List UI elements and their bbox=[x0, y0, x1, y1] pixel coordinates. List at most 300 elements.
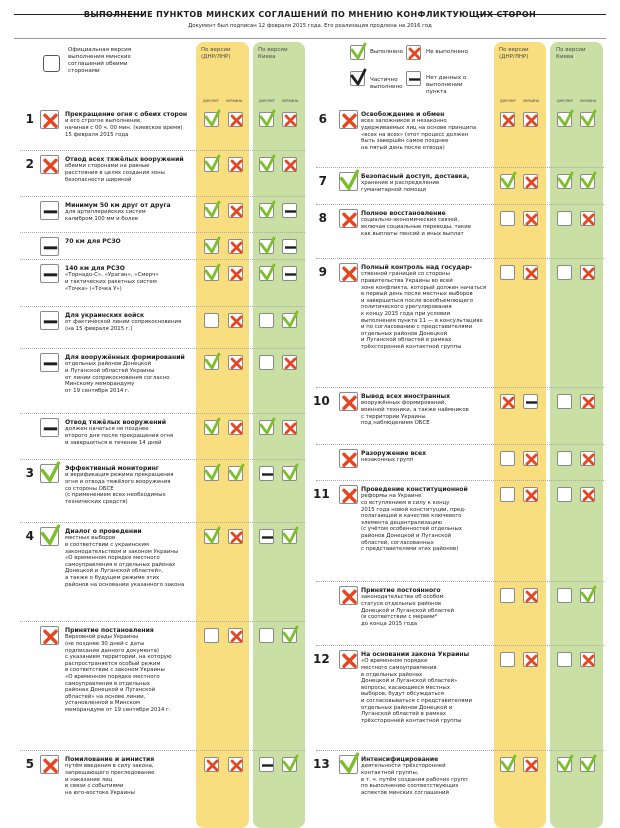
subheader-dnr-r: ДНР/ЛНР bbox=[500, 99, 516, 103]
point-description bbox=[361, 587, 493, 627]
dash-icon bbox=[282, 239, 297, 254]
point-number: 12 bbox=[313, 652, 330, 666]
point-text-line: безопасности шириной bbox=[65, 176, 132, 183]
point-heading: Прекращение огня с обеих сторон bbox=[65, 111, 188, 118]
point-text-line: отдельных районов Донецкой bbox=[65, 361, 152, 368]
point-description bbox=[361, 210, 493, 237]
empty-box bbox=[557, 451, 572, 466]
point-description bbox=[65, 627, 195, 714]
empty-box bbox=[204, 313, 219, 328]
point-text-line: в первый день после местных выборов bbox=[361, 291, 473, 298]
kiev-column-band-right bbox=[550, 42, 603, 828]
official-status-check-icon bbox=[40, 527, 59, 546]
header-rule bbox=[14, 38, 606, 39]
point-heading: Для вооружённых формирований bbox=[65, 354, 185, 361]
official-status-dash-icon bbox=[40, 201, 59, 220]
dash-icon bbox=[282, 266, 297, 281]
point-description bbox=[65, 419, 195, 446]
point-text-line: районах Донецкой и Луганской bbox=[65, 687, 156, 694]
cross-icon bbox=[282, 157, 297, 172]
subheader-dnr-lk: ДНР/ЛНР bbox=[259, 99, 275, 103]
check-icon bbox=[204, 355, 219, 370]
point-text-line: выборов, будут обсуждаться bbox=[361, 691, 444, 698]
point-text-line: технических средств) bbox=[65, 498, 128, 505]
point-heading: Диалог о проведении bbox=[65, 528, 142, 535]
point-text-line: самоуправления в отдельных районах bbox=[65, 561, 176, 568]
point-text-line: и завершиться после всеобъемлющего bbox=[361, 297, 474, 304]
col-header-dnr-right: По версии (ДНР/ЛНР) bbox=[499, 47, 529, 60]
point-description bbox=[361, 486, 493, 553]
cross-icon bbox=[282, 355, 297, 370]
empty-box bbox=[500, 211, 515, 226]
col-header-kiev-right: По версии Киева bbox=[556, 47, 586, 60]
cross-icon bbox=[580, 451, 595, 466]
point-number: 9 bbox=[318, 265, 327, 279]
point-text-line: реформы на Украине bbox=[361, 493, 422, 500]
row-separator bbox=[316, 581, 604, 582]
official-status-dash-icon bbox=[40, 237, 59, 256]
point-text-line: 2015 года новой конституции, пред- bbox=[361, 506, 466, 513]
point-text-line: меморандуме от 19 сентября 2014 г. bbox=[65, 706, 171, 713]
col-header-kiev-left: По версии Киева bbox=[258, 47, 288, 60]
dash-icon bbox=[282, 203, 297, 218]
point-text-line: гуманитарной помощи bbox=[361, 187, 427, 194]
point-number: 5 bbox=[25, 757, 34, 771]
row-separator bbox=[20, 306, 305, 307]
legend-not-done-label: Не выполнено bbox=[426, 49, 468, 55]
point-text-line: вооружённых формирований, bbox=[361, 400, 447, 407]
point-heading: Проведение конституционной bbox=[361, 486, 468, 493]
point-text-line: «Торнадо-С», «Ураган», «Смерч» bbox=[65, 272, 159, 279]
point-text-line: от фактической линии соприкосновения bbox=[65, 319, 182, 326]
check-icon bbox=[500, 757, 515, 772]
point-text-line: правительства Украины во всей bbox=[361, 278, 453, 285]
check-icon bbox=[228, 466, 243, 481]
point-text-line: распространяется особый режим bbox=[65, 660, 161, 667]
point-text-line: и согласовываться с представителями bbox=[361, 697, 472, 704]
point-text-line: Донецкой и Луганской областей», bbox=[65, 568, 163, 575]
point-text-line: (на 15 февраля 2015 г.) bbox=[65, 326, 133, 333]
subheader-dnr-l: ДНР/ЛНР bbox=[203, 99, 219, 103]
point-heading: Вывод всех иностранных bbox=[361, 393, 451, 400]
point-description bbox=[65, 465, 195, 505]
cross-icon bbox=[580, 487, 595, 502]
point-text-line: Верховной рады Украины bbox=[65, 634, 139, 641]
point-text-line: обеими сторонами на равные bbox=[65, 163, 150, 170]
row-separator bbox=[20, 150, 305, 151]
cross-icon bbox=[523, 588, 538, 603]
point-heading: Освобождение и обмен bbox=[361, 111, 445, 118]
point-description bbox=[361, 173, 493, 194]
row-separator bbox=[316, 444, 604, 445]
check-icon bbox=[259, 157, 274, 172]
check-icon bbox=[259, 239, 274, 254]
point-text-line: и Луганской областей в рамках bbox=[361, 337, 452, 344]
cross-icon bbox=[282, 420, 297, 435]
point-description bbox=[361, 756, 493, 796]
point-text-line: местного самоуправления bbox=[361, 665, 437, 672]
empty-box bbox=[557, 265, 572, 280]
cross-icon bbox=[228, 313, 243, 328]
point-description bbox=[361, 111, 493, 151]
cross-icon bbox=[228, 112, 243, 127]
point-heading: Принятие постоянного bbox=[361, 587, 441, 594]
point-text-line: в связи с событиями bbox=[65, 783, 124, 790]
cross-icon bbox=[523, 211, 538, 226]
point-heading: 140 км для РСЗО bbox=[65, 265, 125, 272]
col-header-dnr-left: По версии (ДНР/ЛНР) bbox=[201, 47, 231, 60]
point-text-line: со вступлением в силу к концу bbox=[361, 500, 450, 507]
point-text-line: политического урегулирования bbox=[361, 304, 452, 311]
empty-box bbox=[557, 487, 572, 502]
point-number: 7 bbox=[318, 174, 327, 188]
point-text-line: 15 февраля 2015 года bbox=[65, 131, 129, 138]
official-status-cross-icon bbox=[40, 155, 59, 174]
point-text-line: путём введения в силу закона, bbox=[65, 763, 154, 770]
point-heading: Полный контроль над государ- bbox=[361, 264, 473, 271]
dash-icon bbox=[259, 529, 274, 544]
point-text-line: социально-экономических связей, bbox=[361, 217, 459, 224]
point-text-line: военной техники, а также наёмников bbox=[361, 407, 469, 414]
cross-icon bbox=[228, 420, 243, 435]
point-text-line: на пятый день после отвода) bbox=[361, 144, 445, 151]
cross-icon bbox=[500, 112, 515, 127]
cross-icon bbox=[580, 652, 595, 667]
point-text-line: подписания данного документа) bbox=[65, 647, 159, 654]
point-text-line: по выполнению соответствующих bbox=[361, 783, 459, 790]
point-text-line: (не позднее 30 дней с даты bbox=[65, 641, 145, 648]
point-text-line: в соответствии с украинским bbox=[65, 542, 149, 549]
cross-icon bbox=[523, 451, 538, 466]
point-text-line: и наказание лиц bbox=[65, 776, 113, 783]
row-separator bbox=[316, 750, 604, 751]
official-status-cross-icon bbox=[40, 110, 59, 129]
empty-box bbox=[500, 265, 515, 280]
point-text-line: с территории Украины bbox=[361, 413, 426, 420]
point-text-line: к концу 2015 года при условии bbox=[361, 310, 451, 317]
cross-icon bbox=[228, 239, 243, 254]
point-description bbox=[361, 450, 493, 464]
row-separator bbox=[20, 196, 305, 197]
official-status-cross-icon bbox=[339, 586, 358, 605]
point-text-line: (с учётом особенностей отдельных bbox=[361, 526, 462, 533]
cross-icon bbox=[523, 265, 538, 280]
check-icon bbox=[259, 112, 274, 127]
point-text-line: всех заложников и незаконно bbox=[361, 118, 447, 125]
point-text-line: и Луганской областей Украины bbox=[65, 368, 155, 375]
check-icon bbox=[580, 112, 595, 127]
point-text-line: до конца 2015 года bbox=[361, 620, 418, 627]
point-number: 6 bbox=[318, 112, 327, 126]
legend-not-done-cross-icon bbox=[406, 45, 421, 60]
point-text-line: (с применением всех необходимых bbox=[65, 492, 166, 499]
point-text-line: в соответствии с законом Украины bbox=[65, 667, 165, 674]
point-text-line: «всех на всех» (этот процесс должен bbox=[361, 131, 469, 138]
official-status-cross-icon bbox=[339, 650, 358, 669]
point-text-line: со стороны ОБСЕ bbox=[65, 485, 114, 492]
point-heading: Помилование и амнистия bbox=[65, 756, 155, 763]
empty-box bbox=[557, 394, 572, 409]
point-description bbox=[65, 756, 195, 796]
point-description bbox=[65, 111, 195, 138]
legend-partial-icon bbox=[350, 71, 365, 86]
check-icon bbox=[282, 466, 297, 481]
point-description bbox=[361, 264, 493, 351]
point-text-line: с указанием территории, на которую bbox=[65, 654, 172, 661]
point-number: 8 bbox=[318, 211, 327, 225]
point-text-line: на юго-востоке Украины bbox=[65, 789, 135, 796]
row-separator bbox=[316, 258, 604, 259]
point-description bbox=[65, 238, 195, 245]
check-icon bbox=[204, 529, 219, 544]
point-text-line: незаконных групп bbox=[361, 457, 414, 464]
point-heading: Эффективный мониторинг bbox=[65, 465, 159, 472]
cross-icon bbox=[523, 112, 538, 127]
point-heading: Интенсифицирование bbox=[361, 756, 439, 763]
subheader-ua-l: УКРАИНА bbox=[226, 99, 243, 103]
cross-icon bbox=[228, 628, 243, 643]
point-text-line: удерживаемых лиц на основе принципа bbox=[361, 125, 477, 132]
point-text-line: от линии соприкосновения согласно bbox=[65, 374, 170, 381]
cross-icon bbox=[523, 757, 538, 772]
check-icon bbox=[580, 757, 595, 772]
check-icon bbox=[580, 588, 595, 603]
point-text-line: с представителями этих районов) bbox=[361, 546, 459, 553]
point-text-line: хранение и распределение bbox=[361, 180, 440, 187]
point-description bbox=[65, 202, 195, 223]
check-icon bbox=[259, 203, 274, 218]
check-icon bbox=[204, 420, 219, 435]
point-text-line: трёхсторонней контактной группы bbox=[361, 343, 462, 350]
row-separator bbox=[20, 232, 305, 233]
row-separator bbox=[20, 621, 305, 622]
cross-icon bbox=[523, 487, 538, 502]
point-text-line: районов на основании указанного закона bbox=[65, 581, 185, 588]
cross-icon bbox=[228, 203, 243, 218]
check-icon bbox=[282, 628, 297, 643]
official-status-dash-icon bbox=[40, 353, 59, 372]
point-text-line: включая социальные переводы, такие bbox=[361, 224, 472, 231]
check-icon bbox=[557, 757, 572, 772]
point-number: 11 bbox=[313, 487, 330, 501]
point-number: 1 bbox=[25, 112, 34, 126]
point-heading: Отвод тяжёлых вооружений bbox=[65, 419, 166, 426]
point-text-line: трёхсторонней контактной группы bbox=[361, 717, 462, 724]
point-heading: На основании закона Украины bbox=[361, 651, 470, 658]
row-separator bbox=[316, 480, 604, 481]
point-text-line: «О временном порядке местного bbox=[65, 673, 160, 680]
check-icon bbox=[500, 174, 515, 189]
point-text-line: областей» на основе линии, bbox=[65, 693, 146, 700]
point-text-line: самоуправления в отдельных bbox=[65, 680, 150, 687]
check-icon bbox=[204, 266, 219, 281]
subheader-dnr-rk: ДНР/ЛНР bbox=[557, 99, 573, 103]
point-text-line: «О временном порядке bbox=[361, 658, 428, 665]
empty-box bbox=[557, 211, 572, 226]
point-text-line: отдельных районов Донецкой bbox=[361, 330, 448, 337]
point-text-line: контактной группы, bbox=[361, 770, 419, 777]
point-text-line: Донецкой и Луганской областей bbox=[361, 607, 454, 614]
point-text-line: областей, согласованных bbox=[361, 539, 434, 546]
point-text-line: «Точка» («Точка У») bbox=[65, 285, 122, 292]
row-separator bbox=[316, 645, 604, 646]
official-status-cross-icon bbox=[339, 392, 358, 411]
point-text-line: калибром 100 мм и более bbox=[65, 216, 139, 223]
dash-icon bbox=[259, 466, 274, 481]
point-description bbox=[65, 354, 195, 394]
title-block bbox=[0, 10, 620, 29]
point-heading: Принятие постановления bbox=[65, 627, 154, 634]
point-text-line: (в соответствии с мерами* bbox=[361, 614, 438, 621]
point-text-line: районов Донецкой и Луганской bbox=[361, 532, 452, 539]
point-text-line: для артиллерийских систем bbox=[65, 209, 146, 216]
check-icon bbox=[259, 266, 274, 281]
empty-box bbox=[259, 355, 274, 370]
page-subtitle: Документ был подписан 12 февраля 2015 года. Его реализация продлена на 2016 год bbox=[188, 23, 432, 29]
official-status-cross-icon bbox=[339, 209, 358, 228]
point-text-line: местных выборов bbox=[65, 535, 116, 542]
subheader-ua-r: УКРАИНА bbox=[523, 99, 540, 103]
cross-icon bbox=[228, 355, 243, 370]
official-status-dash-icon bbox=[40, 311, 59, 330]
point-description bbox=[65, 265, 195, 292]
point-text-line: законодательства об особом bbox=[361, 594, 444, 601]
point-text-line: аспектов минских соглашений bbox=[361, 789, 450, 796]
point-text-line: зоне конфликта, который должен начаться bbox=[361, 284, 487, 291]
check-icon bbox=[204, 466, 219, 481]
point-text-line: Минскому меморандуму bbox=[65, 381, 135, 388]
page-title: ВЫПОЛНЕНИЕ ПУНКТОВ МИНСКИХ СОГЛАШЕНИЙ ПО МНЕНИЮ КОНФЛИКТУЮЩИХ СТОРОН bbox=[83, 10, 537, 19]
cross-icon bbox=[228, 266, 243, 281]
point-text-line: расстояния в целях создания зоны bbox=[65, 170, 165, 177]
point-text-line: и верификация режима прекращения bbox=[65, 472, 174, 479]
point-text-line: а также о будущем режиме этих bbox=[65, 574, 160, 581]
official-status-cross-icon bbox=[339, 263, 358, 282]
empty-box bbox=[500, 451, 515, 466]
point-number: 3 bbox=[25, 466, 34, 480]
point-text-line: и тактических ракетных систем bbox=[65, 279, 157, 286]
check-icon bbox=[557, 174, 572, 189]
point-description bbox=[65, 528, 195, 588]
cross-icon bbox=[523, 174, 538, 189]
point-number: 2 bbox=[25, 157, 34, 171]
point-text-line: деятельности трёхсторонней bbox=[361, 763, 446, 770]
point-text-line: статусе отдельных районов bbox=[361, 601, 442, 608]
cross-icon bbox=[204, 757, 219, 772]
point-heading: Безопасный доступ, доставка, bbox=[361, 173, 470, 180]
empty-box bbox=[500, 588, 515, 603]
point-number: 4 bbox=[25, 529, 34, 543]
check-icon bbox=[557, 112, 572, 127]
row-separator bbox=[316, 167, 604, 168]
row-separator bbox=[20, 413, 305, 414]
legend-no-data-label: Нет данных о выполнении пункта bbox=[426, 75, 467, 95]
empty-box bbox=[500, 487, 515, 502]
point-description bbox=[361, 651, 493, 724]
cross-icon bbox=[228, 529, 243, 544]
point-text-line: быть завершён самое позднее bbox=[361, 138, 449, 145]
point-text-line: в т. ч. путём создания рабочих групп bbox=[361, 776, 468, 783]
row-separator bbox=[316, 387, 604, 388]
point-text-line: установленной в Минском bbox=[65, 700, 141, 707]
point-text-line: «О временном порядке местного bbox=[65, 555, 160, 562]
cross-icon bbox=[580, 265, 595, 280]
official-status-cross-icon bbox=[339, 449, 358, 468]
point-description bbox=[65, 312, 195, 333]
dnr-column-band-right bbox=[494, 42, 546, 828]
empty-box bbox=[259, 313, 274, 328]
point-text-line: огня и отвода тяжёлого вооружения bbox=[65, 479, 171, 486]
point-description bbox=[361, 393, 493, 427]
point-number: 10 bbox=[313, 394, 330, 408]
point-heading: Разоружение всех bbox=[361, 450, 427, 457]
legend-done-check-icon bbox=[350, 45, 365, 60]
point-heading: Отвод всех тяжёлых вооружений bbox=[65, 156, 184, 163]
legend-no-data-dash-icon bbox=[406, 71, 421, 86]
empty-box bbox=[204, 628, 219, 643]
point-text-line: полагающей в качестве ключевого bbox=[361, 513, 462, 520]
check-icon bbox=[204, 112, 219, 127]
point-text-line: и завершиться в течение 14 дней bbox=[65, 439, 162, 446]
empty-box bbox=[557, 588, 572, 603]
point-text-line: как выплаты пенсий и иных выплат bbox=[361, 230, 464, 237]
legend-done-label: Выполнено bbox=[370, 49, 404, 55]
official-status-check-icon bbox=[339, 172, 358, 191]
point-text-line: элемента децентрализацию bbox=[361, 519, 443, 526]
point-text-line: законодательством и законом Украины bbox=[65, 548, 179, 555]
cross-icon bbox=[228, 757, 243, 772]
row-separator bbox=[20, 259, 305, 260]
row-separator bbox=[316, 204, 604, 205]
official-status-cross-icon bbox=[339, 485, 358, 504]
official-status-dash-icon bbox=[40, 418, 59, 437]
point-heading: Минимум 50 км друг от друга bbox=[65, 202, 171, 209]
point-text-line: от 19 сентября 2014 г. bbox=[65, 387, 130, 394]
legend-partial-label: Частично выполнено bbox=[370, 77, 403, 90]
cross-icon bbox=[580, 394, 595, 409]
official-status-cross-icon bbox=[339, 110, 358, 129]
point-text-line: запрещающего преследование bbox=[65, 770, 155, 777]
official-status-dash-icon bbox=[40, 264, 59, 283]
check-icon bbox=[204, 157, 219, 172]
point-text-line: в отдельных районах bbox=[361, 671, 423, 678]
cross-icon bbox=[580, 211, 595, 226]
point-text-line: Луганской областей в рамках bbox=[361, 711, 447, 718]
row-separator bbox=[20, 348, 305, 349]
point-text-line: ственной границей со стороны bbox=[361, 271, 450, 278]
cross-icon bbox=[500, 394, 515, 409]
point-description bbox=[65, 156, 195, 183]
point-heading: Полное восстановление bbox=[361, 210, 446, 217]
check-icon bbox=[259, 420, 274, 435]
cross-icon bbox=[282, 112, 297, 127]
check-icon bbox=[282, 313, 297, 328]
check-icon bbox=[580, 174, 595, 189]
subheader-ua-rk: УКРАИНА bbox=[580, 99, 597, 103]
point-text-line: Донецкой и Луганской областей» bbox=[361, 678, 458, 685]
cross-icon bbox=[228, 157, 243, 172]
dash-icon bbox=[259, 757, 274, 772]
point-text-line: и по согласованию с представителями bbox=[361, 324, 473, 331]
point-text-line: отдельных районов Донецкой и bbox=[361, 704, 453, 711]
empty-box bbox=[557, 652, 572, 667]
official-legend-box bbox=[43, 55, 60, 72]
point-text-line: должен начаться не позднее bbox=[65, 426, 149, 433]
official-legend-text: Официальная версия выполнения минских соглашений обеими сторонами bbox=[68, 47, 132, 74]
point-text-line: вопросы, касающиеся местных bbox=[361, 684, 451, 691]
point-text-line: начиная с 00 ч. 00 мин. (киевское время) bbox=[65, 125, 183, 132]
official-status-check-icon bbox=[339, 755, 358, 774]
